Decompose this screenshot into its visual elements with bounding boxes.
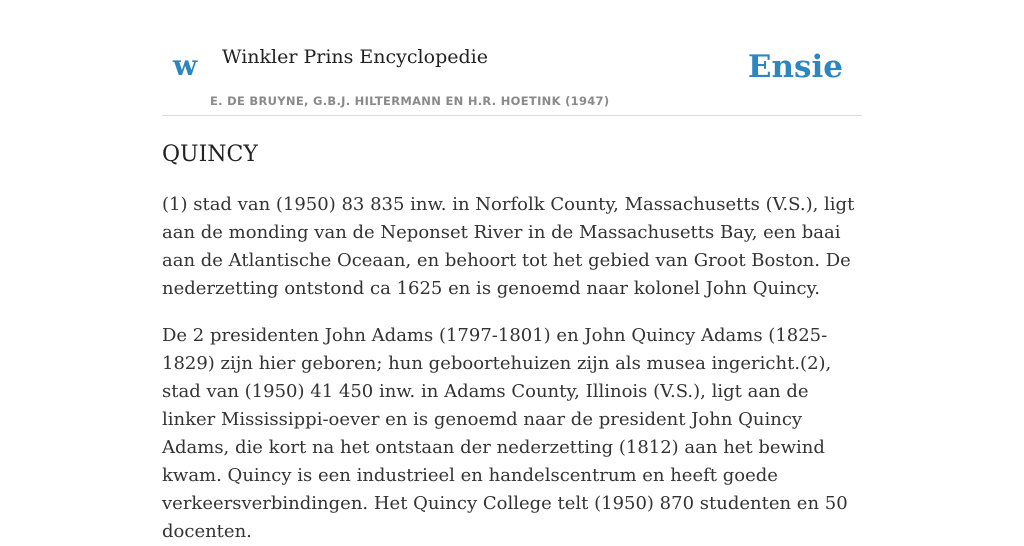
entry-title: QUINCY: [162, 142, 258, 167]
article-body: [162, 139, 862, 546]
ensie-logo[interactable]: Ensie: [747, 49, 843, 85]
winkler-prins-logo[interactable]: w: [173, 49, 198, 82]
source-title[interactable]: Winkler Prins Encyclopedie: [222, 46, 488, 68]
article-paragraph-2: De 2 presidenten John Adams (1797-1801) en John Quincy Adams (1825-1829) zijn hier geboren; hun geboortehuizen zijn als musea ingericht.(2), stad van (1950) 41 450 inw. in Adams County, Illinois (V.S.), ligt aan de linker Mississippi-oever en is genoemd naar de president John Quincy Adams, die kort na het ontstaan der nederzetting (1812) aan het bewind kwam. Quincy is een industrieel en handelscentrum en heeft goede verkeersverbindingen. Het Quincy College telt (1950) 870 studenten en 50 docenten.: [162, 325, 848, 542]
article-paragraph-1: (1) stad van (1950) 83 835 inw. in Norfolk County, Massachusetts (V.S.), ligt aan de monding van de Neponset River in de Massachusetts Bay, een baai aan de Atlantische Oceaan, en behoort tot het gebied van Groot Boston. De nederzetting ontstond ca 1625 en is genoemd naar kolonel John Quincy.: [162, 194, 855, 299]
source-header: [162, 0, 862, 116]
source-authors: E. DE BRUYNE, G.B.J. HILTERMANN EN H.R. HOETINK (1947): [210, 94, 610, 108]
